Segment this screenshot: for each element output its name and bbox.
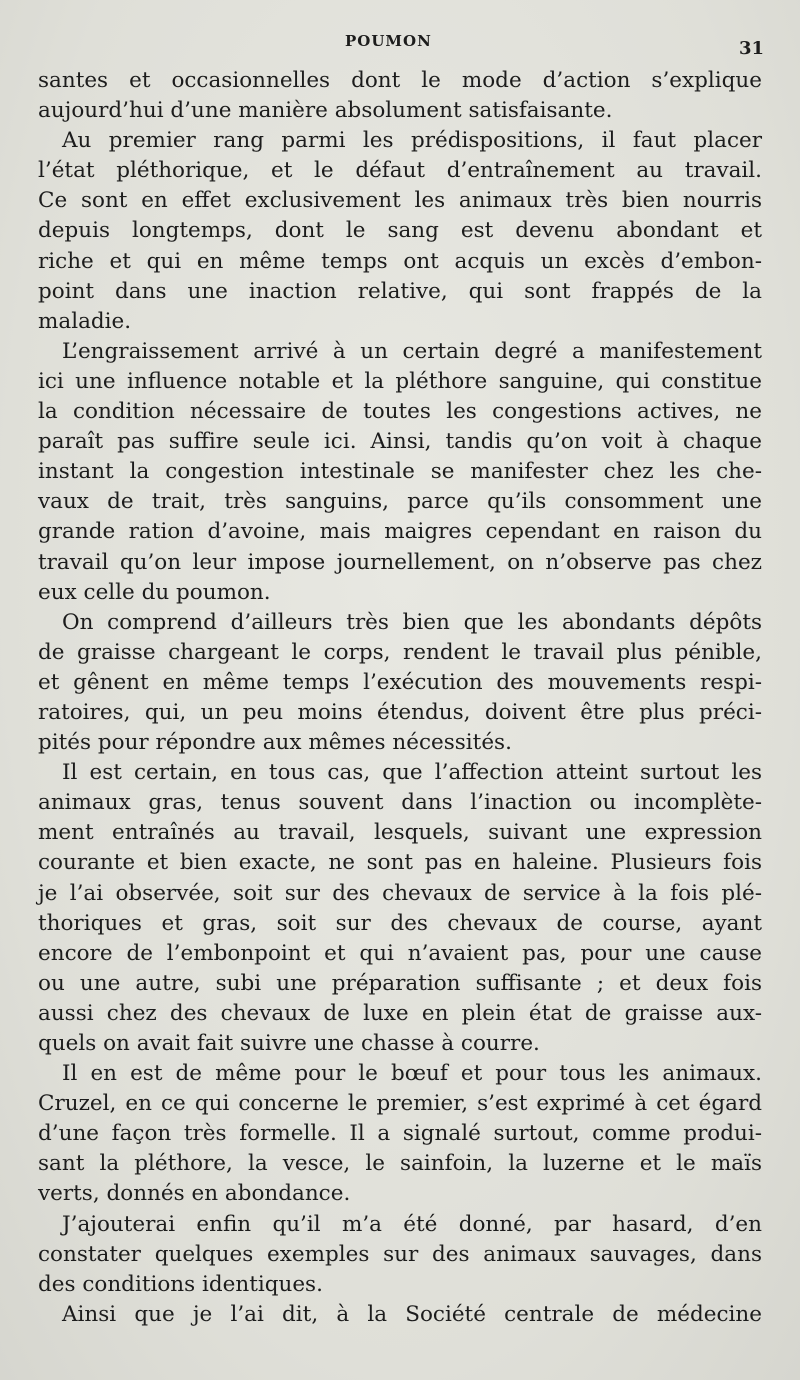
paragraph xyxy=(38,337,762,608)
text-line: J’ajouterai enfin qu’il m’a été donné, par hasard, d’en xyxy=(62,1211,762,1237)
text-line: courante et bien exacte, ne sont pas en haleine. Plusieurs fois xyxy=(38,850,762,876)
text-line: Il en est de même pour le bœuf et pour tous les animaux. xyxy=(62,1061,762,1087)
text-line: Au premier rang parmi les prédispositions, il faut placer xyxy=(62,128,762,154)
text-line: je l’ai observée, soit sur des chevaux de service à la fois plé- xyxy=(38,880,762,906)
text-line: ment entraînés au travail, lesquels, suivant une expression xyxy=(38,820,762,846)
text-line: santes et occasionnelles dont le mode d’action s’explique xyxy=(38,68,762,93)
text-line: sant la pléthore, la vesce, le sainfoin, la luzerne et le maïs xyxy=(38,1151,762,1177)
text-line: aujourd’hui d’une manière absolument satisfaisante. xyxy=(38,98,613,124)
paragraph xyxy=(38,126,762,337)
text-line: Ce sont en effet exclusivement les animaux très bien nourris xyxy=(38,188,762,214)
text-line: l’état pléthorique, et le défaut d’entraînement au travail. xyxy=(38,158,762,184)
text-line: et gênent en même temps l’exécution des mouvements respi- xyxy=(38,669,762,695)
paragraph xyxy=(38,758,762,1059)
text-line: Cruzel, en ce qui concerne le premier, s’est exprimé à cet égard xyxy=(38,1091,762,1117)
text-line: point dans une inaction relative, qui sont frappés de la xyxy=(38,278,762,304)
text-line: ou une autre, subi une préparation suffisante ; et deux fois xyxy=(38,970,762,996)
text-line: aussi chez des chevaux de luxe en plein état de graisse aux- xyxy=(38,1000,762,1026)
text-line: verts, donnés en abondance. xyxy=(38,1181,351,1207)
text-line: vaux de trait, très sanguins, parce qu’ils consomment une xyxy=(38,489,762,515)
text-line: riche et qui en même temps ont acquis un excès d’embon- xyxy=(38,248,762,274)
text-line: eux celle du poumon. xyxy=(38,579,271,605)
text-line: d’une façon très formelle. Il a signalé surtout, comme produi- xyxy=(38,1121,762,1147)
text-line: quels on avait fait suivre une chasse à courre. xyxy=(38,1031,540,1056)
text-line: Ainsi que je l’ai dit, à la Société centrale de médecine xyxy=(62,1301,762,1327)
text-line: pités pour répondre aux mêmes nécessités. xyxy=(38,730,512,756)
text-line: On comprend d’ailleurs très bien que les abondants dépôts xyxy=(62,609,762,635)
paragraph xyxy=(38,1300,762,1330)
paragraph xyxy=(38,66,762,126)
text-line: de graisse chargeant le corps, rendent le travail plus pénible, xyxy=(38,639,762,665)
running-head-title: POUMON xyxy=(345,32,432,50)
text-line: maladie. xyxy=(38,308,132,334)
text-line: la condition nécessaire de toutes les congestions actives, ne xyxy=(38,399,762,425)
text-line: encore de l’embonpoint et qui n’avaient pas, pour une cause xyxy=(38,940,762,966)
text-line: des conditions identiques. xyxy=(38,1271,323,1297)
page-number: 31 xyxy=(738,38,764,59)
text-line: thoriques et gras, soit sur des chevaux de course, ayant xyxy=(38,910,762,936)
text-line: ratoires, qui, un peu moins étendus, doivent être plus préci- xyxy=(38,699,762,725)
text-line: animaux gras, tenus souvent dans l’inaction ou incomplète- xyxy=(38,790,762,816)
text-line: Il est certain, en tous cas, que l’affection atteint surtout les xyxy=(62,760,762,786)
text-line: constater quelques exemples sur des animaux sauvages, dans xyxy=(38,1241,762,1267)
paragraph xyxy=(38,608,762,758)
text-line: ici une influence notable et la pléthore sanguine, qui constitue xyxy=(38,368,762,394)
text-line: depuis longtemps, dont le sang est devenu abondant et xyxy=(38,218,762,244)
text-line: travail qu’on leur impose journellement, on n’observe pas chez xyxy=(38,549,762,575)
text-line: instant la congestion intestinale se manifester chez les che- xyxy=(38,459,762,485)
running-head xyxy=(0,32,800,59)
text-line: L’engraissement arrivé à un certain degré a manifestement xyxy=(62,338,762,364)
text-line: grande ration d’avoine, mais maigres cependant en raison du xyxy=(38,519,762,545)
text-line: paraît pas suffire seule ici. Ainsi, tandis qu’on voit à chaque xyxy=(38,429,762,455)
body-text xyxy=(38,66,762,1330)
paragraph xyxy=(38,1210,762,1300)
paragraph xyxy=(38,1059,762,1209)
